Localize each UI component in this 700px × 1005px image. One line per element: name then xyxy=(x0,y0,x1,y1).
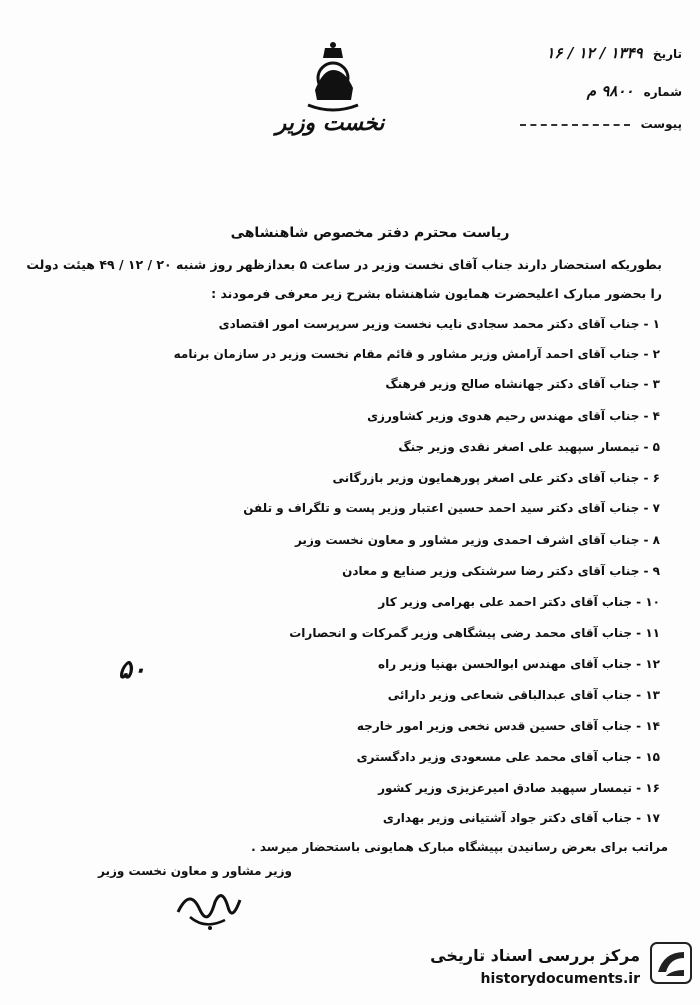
archive-name: مرکز بررسی اسناد تاریخی xyxy=(430,946,640,965)
lion-and-sun-emblem-icon xyxy=(293,40,373,115)
number-value: ۹۸۰۰ م xyxy=(586,82,634,100)
handwritten-note: ۵۰ xyxy=(118,655,146,685)
list-item: ۱۶ - تیمسار سپهبد صادق امیرعزیزی وزیر کشور xyxy=(378,781,660,795)
list-item: ۶ - جناب آقای دکتر علی اصغر پورهمایون وزیر بازرگانی xyxy=(332,471,660,485)
list-item: ۸ - جناب آقای اشرف احمدی وزیر مشاور و معاون نخست وزیر xyxy=(294,533,660,547)
intro-line-1: بطوریکه استحضار دارند جناب آقای نخست وزیر در ساعت ۵ بعدازظهر روز شنبه ۲۰ / ۱۲ / ۴۹ هیئت دولت xyxy=(26,257,662,272)
list-item: ۷ - جناب آقای دکتر سید احمد حسین اعتبار وزیر پست و تلگراف و تلفن xyxy=(243,501,660,515)
number-label: شماره xyxy=(643,85,682,99)
attachment-label: پیوست xyxy=(640,117,682,131)
list-item: ۵ - تیمسار سپهبد علی اصغر نقدی وزیر جنگ xyxy=(398,440,660,454)
attachment-field xyxy=(520,117,682,131)
archive-url[interactable]: historydocuments.ir xyxy=(480,971,640,987)
list-item: ۱۲ - جناب آقای مهندس ابوالحسن بهنیا وزیر راه xyxy=(378,657,660,671)
list-item: ۴ - جناب آقای مهندس رحیم هدوی وزیر کشاورزی xyxy=(367,409,660,423)
list-item: ۱۵ - جناب آقای محمد علی مسعودی وزیر دادگستری xyxy=(356,750,660,764)
list-item: ۹ - جناب آقای دکتر رضا سرشتکی وزیر صنایع و معادن xyxy=(342,564,660,578)
signatory-title: وزیر مشاور و معاون نخست وزیر xyxy=(98,864,293,878)
date-value: ۱۳۴۹ / ۱۲ / ۱۶ xyxy=(546,44,643,62)
ministry-title: نخست وزیر xyxy=(275,110,385,136)
list-item: ۱۷ - جناب آقای دکتر جواد آشتیانی وزیر بهداری xyxy=(382,811,660,825)
list-item: ۱۱ - جناب آقای محمد رضی پیشگاهی وزیر گمرکات و انحصارات xyxy=(289,626,660,640)
number-field xyxy=(587,82,682,100)
attachment-blank-line xyxy=(520,124,630,126)
signature xyxy=(170,882,250,932)
letter-heading: ریاست محترم دفتر مخصوص شاهنشاهی xyxy=(230,225,510,241)
list-item: ۱ - جناب آقای دکتر محمد سجادی نایب نخست وزیر سرپرست امور اقتصادی xyxy=(218,317,660,331)
list-item: ۱۰ - جناب آقای دکتر احمد علی بهرامی وزیر کار xyxy=(378,595,660,609)
list-item: ۱۳ - جناب آقای عبدالباقی شعاعی وزیر دارائی xyxy=(387,688,660,702)
list-item: ۱۴ - جناب آقای حسین قدس نخعی وزیر امور خارجه xyxy=(356,719,660,733)
archive-logo-icon xyxy=(650,942,692,984)
list-item: ۲ - جناب آقای احمد آرامش وزیر مشاور و قائم مقام نخست وزیر در سازمان برنامه xyxy=(173,347,660,361)
closing-line: مراتب برای بعرض رسانیدن بپیشگاه مبارک همایونی باستحضار میرسد . xyxy=(251,840,668,854)
list-item: ۳ - جناب آقای دکتر جهانشاه صالح وزیر فرهنگ xyxy=(385,377,660,391)
date-field xyxy=(546,44,682,62)
date-label: تاریخ xyxy=(652,47,682,61)
intro-line-2: را بحضور مبارک اعلیحضرت همایون شاهنشاه بشرح زیر معرفی فرمودند : xyxy=(211,286,662,301)
